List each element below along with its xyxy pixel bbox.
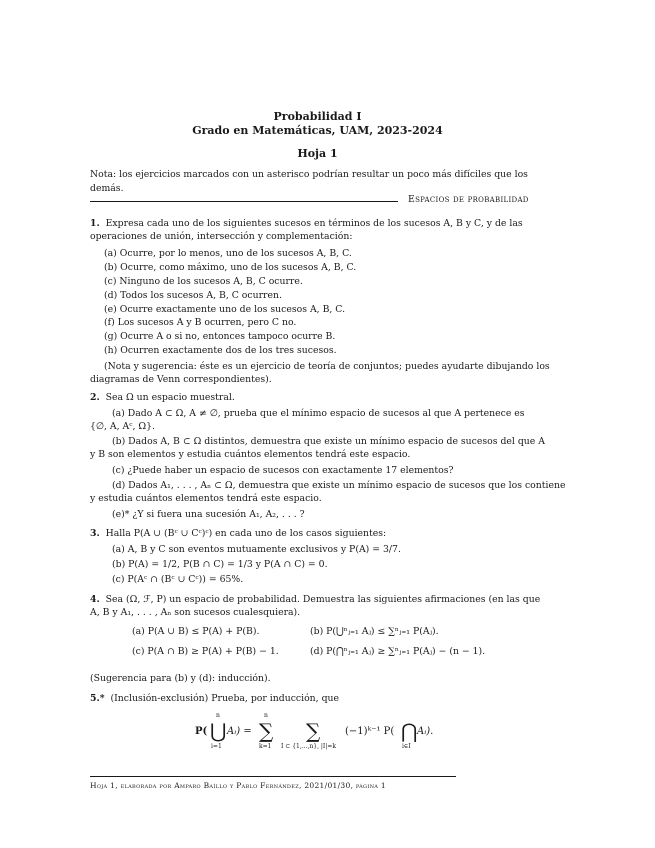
ex1-item-f: (f) Los sucesos A y B ocurren, pero C no. [104, 317, 297, 328]
ex2-b-line2: y B son elementos y estudia cuántos elementos tendrá este espacio. [90, 449, 411, 460]
formula-union-bottom: i=1 [211, 743, 222, 750]
ex4-stem-line2: A, B y A₁, . . . , Aₙ son sucesos cualesquiera). [90, 607, 301, 618]
formula-rhs-arg: Aᵢ). [417, 726, 434, 737]
footer-rule [90, 776, 456, 777]
ex1-item-e: (e) Ocurre exactamente uno de los sucesos A, B, C. [104, 304, 346, 315]
ex1-item-b: (b) Ocurre, como máximo, uno de los sucesos A, B, C. [104, 262, 357, 273]
ex5-number: 5.* [90, 693, 105, 704]
ex2-d-line1: (d) Dados A₁, . . . , Aₙ ⊂ Ω, demuestra que existe un mínimo espacio de sucesos que los contiene [112, 480, 566, 491]
section-title: Espacios de probabilidad [408, 194, 529, 205]
ex3-stem-text: Halla P(A ∪ (Bᶜ ∪ Cᶜ)ᶜ) en cada uno de los casos siguientes: [105, 528, 387, 539]
formula-sum1-symbol: ∑ [259, 719, 274, 743]
formula-union-symbol: ⋃ [210, 719, 227, 743]
ex2-a-line1: (a) Dado A ⊂ Ω, A ≠ ∅, prueba que el mínimo espacio de sucesos al que A pertenece es [112, 408, 525, 419]
ex2-stem [90, 391, 235, 405]
ex1-hint-line2: diagramas de Venn correspondientes). [90, 374, 272, 385]
formula-intersection-symbol: ⋂ [401, 719, 418, 743]
ex2-b-line1: (b) Dados A, B ⊂ Ω distintos, demuestra que existe un mínimo espacio de sucesos del que A [112, 436, 545, 447]
ex1-item-g: (g) Ocurre A o si no, entonces tampoco ocurre B. [104, 331, 336, 342]
ex1-item-c: (c) Ninguno de los sucesos A, B, C ocurre. [104, 276, 303, 287]
ex4-d: (d) P(⋂ⁿⱼ₌₁ Aⱼ) ≥ ∑ⁿⱼ₌₁ P(Aⱼ) − (n − 1). [310, 646, 486, 657]
formula-sum1-top: n [264, 712, 268, 719]
formula-lhs: P( [195, 726, 208, 737]
sheet-title: Hoja 1 [297, 147, 338, 160]
formula-term: (−1)ᵏ⁻¹ P( [345, 726, 395, 737]
ex4-stem-line1: Sea (Ω, ℱ, P) un espacio de probabilidad. Demuestra las siguientes afirmaciones (en las que [105, 594, 541, 605]
formula-intersection-bottom: i∈I [402, 743, 411, 750]
ex3-stem [90, 527, 386, 541]
ex1-stem [90, 217, 560, 231]
ex2-e: (e)* ¿Y si fuera una sucesión A₁, A₂, . . . ? [112, 509, 305, 520]
ex2-stem-text: Sea Ω un espacio muestral. [105, 392, 235, 403]
ex3-number: 3. [90, 528, 100, 539]
inclusion-exclusion-formula [195, 712, 455, 758]
ex4-number: 4. [90, 594, 100, 605]
formula-lhs-arg: Aᵢ) = [227, 726, 252, 737]
ex1-item-a: (a) Ocurre, por lo menos, uno de los sucesos A, B, C. [104, 248, 352, 259]
formula-sum1-bottom: k=1 [259, 743, 272, 750]
ex1-stem-line2: operaciones de unión, intersección y complementación: [90, 231, 353, 242]
ex5-stem [90, 692, 339, 706]
ex4-b: (b) P(⋃ⁿⱼ₌₁ Aⱼ) ≤ ∑ⁿⱼ₌₁ P(Aⱼ). [310, 626, 439, 637]
ex1-item-h: (h) Ocurren exactamente dos de los tres sucesos. [104, 345, 337, 356]
ex2-a-line2: {∅, A, Aᶜ, Ω}. [90, 421, 155, 432]
formula-union-top: n [216, 712, 220, 719]
ex3-item-b: (b) P(A) = 1/2, P(B ∩ C) = 1/3 y P(A ∩ C) = 0. [112, 559, 328, 570]
ex5-stem-text: (Inclusión-exclusión) Prueba, por inducción, que [110, 693, 340, 704]
ex3-item-c: (c) P(Aᶜ ∩ (Bᶜ ∪ Cᶜ)) = 65%. [112, 574, 244, 585]
formula-sum2-bottom: I ⊂ {1,...,n}, |I|=k [281, 743, 336, 750]
ex2-c: (c) ¿Puede haber un espacio de sucesos con exactamente 17 elementos? [112, 465, 454, 476]
footer-text: Hoja 1, elaborada por Amparo Baíllo y Pablo Fernández, 2021/01/30, página 1 [90, 781, 386, 790]
ex1-stem-line1: Expresa cada uno de los siguientes sucesos en términos de los sucesos A, B y C, y de las [105, 218, 523, 229]
doc-subtitle: Grado en Matemáticas, UAM, 2023-2024 [192, 124, 443, 137]
ex4-a: (a) P(A ∪ B) ≤ P(A) + P(B). [132, 626, 260, 637]
note: Nota: los ejercicios marcados con un asterisco podrían resultar un poco más difíciles que los demás. [90, 169, 528, 194]
section-rule [90, 201, 398, 202]
ex2-d-line2: y estudia cuántos elementos tendrá este espacio. [90, 493, 322, 504]
doc-title: Probabilidad I [273, 110, 362, 123]
ex1-number: 1. [90, 218, 100, 229]
ex4-hint: (Sugerencia para (b) y (d): inducción). [90, 673, 271, 684]
ex3-item-a: (a) A, B y C son eventos mutuamente exclusivos y P(A) = 3/7. [112, 544, 401, 555]
ex1-item-d: (d) Todos los sucesos A, B, C ocurren. [104, 290, 282, 301]
ex4-stem [90, 593, 560, 607]
ex2-number: 2. [90, 392, 100, 403]
ex4-c: (c) P(A ∩ B) ≥ P(A) + P(B) − 1. [132, 646, 279, 657]
formula-sum2-symbol: ∑ [306, 719, 321, 743]
ex1-hint-line1: (Nota y sugerencia: éste es un ejercicio de teoría de conjuntos; puedes ayudarte dibujando los [104, 361, 550, 372]
